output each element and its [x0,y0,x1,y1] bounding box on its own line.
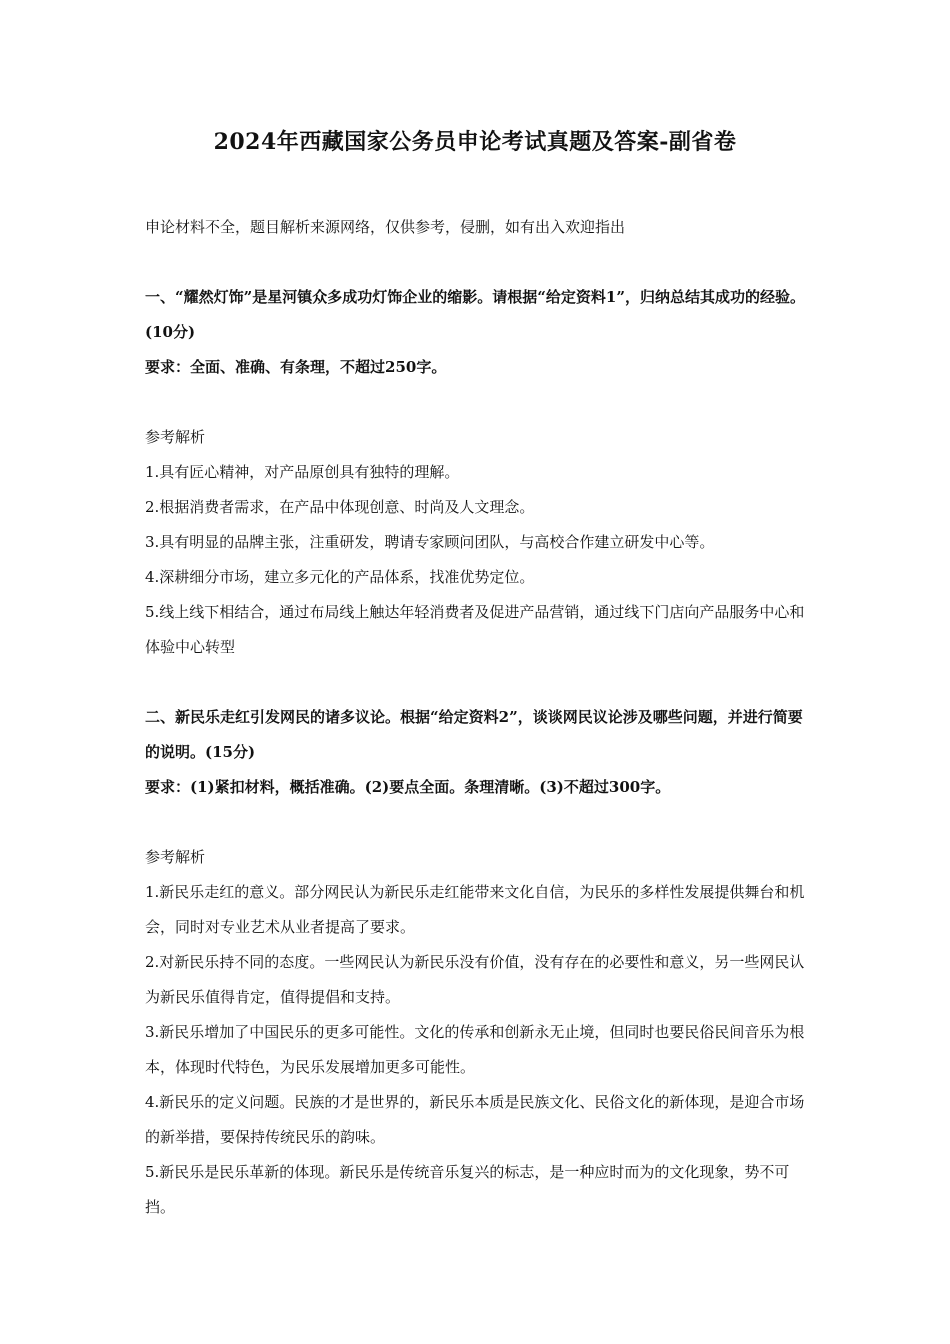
answer-item: 4.深耕细分市场，建立多元化的产品体系，找准优势定位。 [145,568,535,586]
question-prompt: 一、“耀然灯饰”是星河镇众多成功灯饰企业的缩影。请根据“给定资料1”，归纳总结其成功的经验。 (10分) [145,288,805,341]
answer-item: 5.新民乐是民乐革新的体现。新民乐是传统音乐复兴的标志，是一种应时而为的文化现象，势不可挡。 [145,1163,790,1216]
spacer [145,385,810,420]
question-requirement: 要求：(1)紧扣材料，概括准确。(2)要点全面。条理清晰。(3)不超过300字。 [145,778,671,796]
answer-item: 2.对新民乐持不同的态度。一些网民认为新民乐没有价值，没有存在的必要性和意义，另一些网民认为新民乐值得肯定，值得提倡和支持。 [145,953,805,1006]
document-title: 2024年西藏国家公务员申论考试真题及答案-副省卷 [213,129,737,155]
answer-item: 4.新民乐的定义问题。民族的才是世界的，新民乐本质是民族文化、民俗文化的新体现，是迎合市场的新举措，要保持传统民乐的韵味。 [145,1093,805,1146]
spacer [145,665,810,700]
answer-item: 3.新民乐增加了中国民乐的更多可能性。文化的传承和创新永无止境，但同时也要民俗民间音乐为根本，体现时代特色，为民乐发展增加更多可能性。 [145,1023,805,1076]
question-2 [145,700,810,1225]
answer-item: 1.具有匠心精神，对产品原创具有独特的理解。 [145,463,460,481]
answer-item: 2.根据消费者需求，在产品中体现创意、时尚及人文理念。 [145,498,535,516]
question-1 [145,280,810,665]
document-body [145,210,810,1225]
question-requirement: 要求：全面、准确、有条理，不超过250字。 [145,358,447,376]
answer-item: 3.具有明显的品牌主张，注重研发，聘请专家顾问团队，与高校合作建立研发中心等。 [145,533,715,551]
spacer [145,805,810,840]
answer-item: 5.线上线下相结合，通过布局线上触达年轻消费者及促进产品营销，通过线下门店向产品服务中心和体验中心转型 [145,603,805,656]
analysis-label: 参考解析 [145,848,206,866]
analysis-label: 参考解析 [145,428,206,446]
intro-note: 申论材料不全，题目解析来源网络，仅供参考，侵删，如有出入欢迎指出 [145,218,626,236]
spacer [145,245,810,280]
question-prompt: 二、新民乐走红引发网民的诸多议论。根据“给定资料2”，谈谈网民议论涉及哪些问题，并进行简要的说明。(15分) [145,708,803,761]
answer-item: 1.新民乐走红的意义。部分网民认为新民乐走红能带来文化自信，为民乐的多样性发展提供舞台和机会，同时对专业艺术从业者提高了要求。 [145,883,805,936]
